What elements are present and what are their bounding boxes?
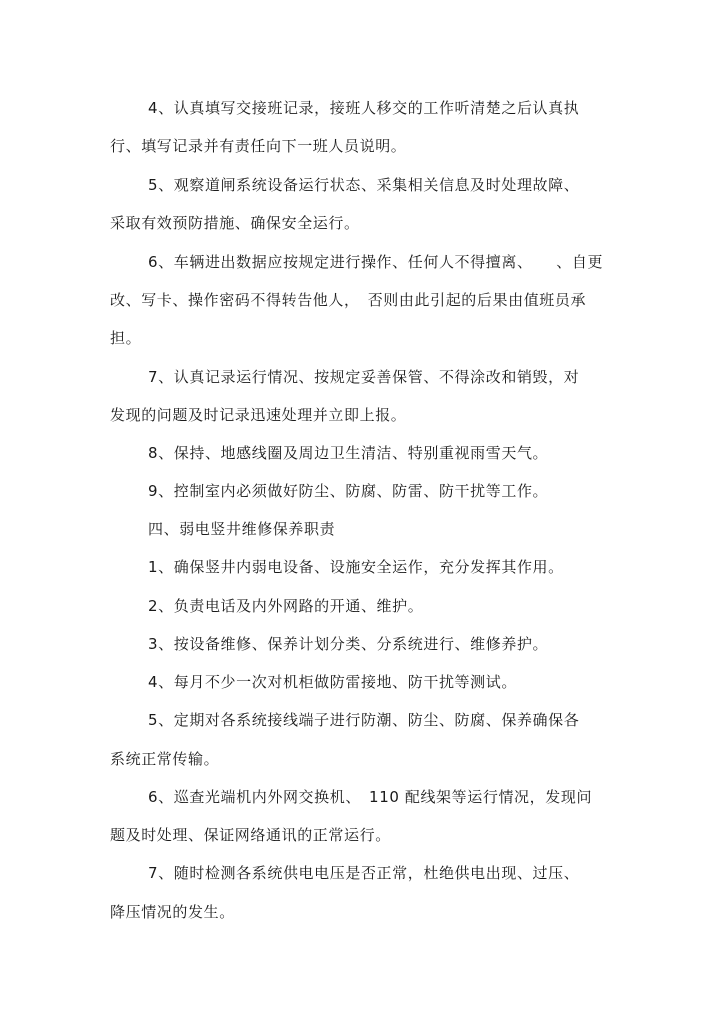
paragraph-line: 1、确保竖井内弱电设备、设施安全运作，充分发挥其作用。: [148, 558, 564, 576]
paragraph-line: 改、写卡、操作密码不得转告他人， 否则由此引起的后果由值班员承: [110, 291, 587, 309]
paragraph-line: 9、控制室内必须做好防尘、防腐、防雷、防干扰等工作。: [148, 482, 549, 500]
paragraph-line: 发现的问题及时记录迅速处理并立即上报。: [110, 406, 407, 424]
paragraph-line: 6、车辆进出数据应按规定进行操作、任何人不得擅离、 、自更: [148, 253, 604, 271]
paragraph-line: 7、随时检测各系统供电电压是否正常，杜绝供电出现、过压、: [148, 864, 580, 882]
paragraph-line: 3、按设备维修、保养计划分类、分系统进行、维修养护。: [148, 635, 549, 653]
paragraph-line: 8、保持、地感线圈及周边卫生清洁、特别重视雨雪天气。: [148, 444, 549, 462]
paragraph-line: 2、负责电话及内外网路的开通、维护。: [148, 597, 424, 615]
paragraph-line: 4、认真填写交接班记录，接班人移交的工作听清楚之后认真执: [148, 99, 580, 117]
section-heading: 四、弱电竖井维修保养职责: [148, 520, 336, 538]
paragraph-line: 5、观察道闸系统设备运行状态、采集相关信息及时处理故障、: [148, 176, 580, 194]
paragraph-line: 题及时处理、保证网络通讯的正常运行。: [110, 826, 391, 844]
paragraph-line: 采取有效预防措施、确保安全运行。: [110, 214, 360, 232]
paragraph-line: 担。: [110, 329, 142, 347]
paragraph-line: 7、认真记录运行情况、按规定妥善保管、不得涂改和销毁，对: [148, 368, 580, 386]
paragraph-line: 4、每月不少一次对机柜做防雷接地、防干扰等测试。: [148, 673, 517, 691]
paragraph-line: 5、定期对各系统接线端子进行防潮、防尘、防腐、保养确保各: [148, 711, 580, 729]
paragraph-line: 系统正常传输。: [110, 750, 220, 768]
paragraph-line: 行、填写记录并有责任向下一班人员说明。: [110, 137, 407, 155]
paragraph-line: 6、巡查光端机内外网交换机、 110 配线架等运行情况，发现问: [148, 788, 593, 806]
paragraph-line: 降压情况的发生。: [110, 903, 235, 921]
